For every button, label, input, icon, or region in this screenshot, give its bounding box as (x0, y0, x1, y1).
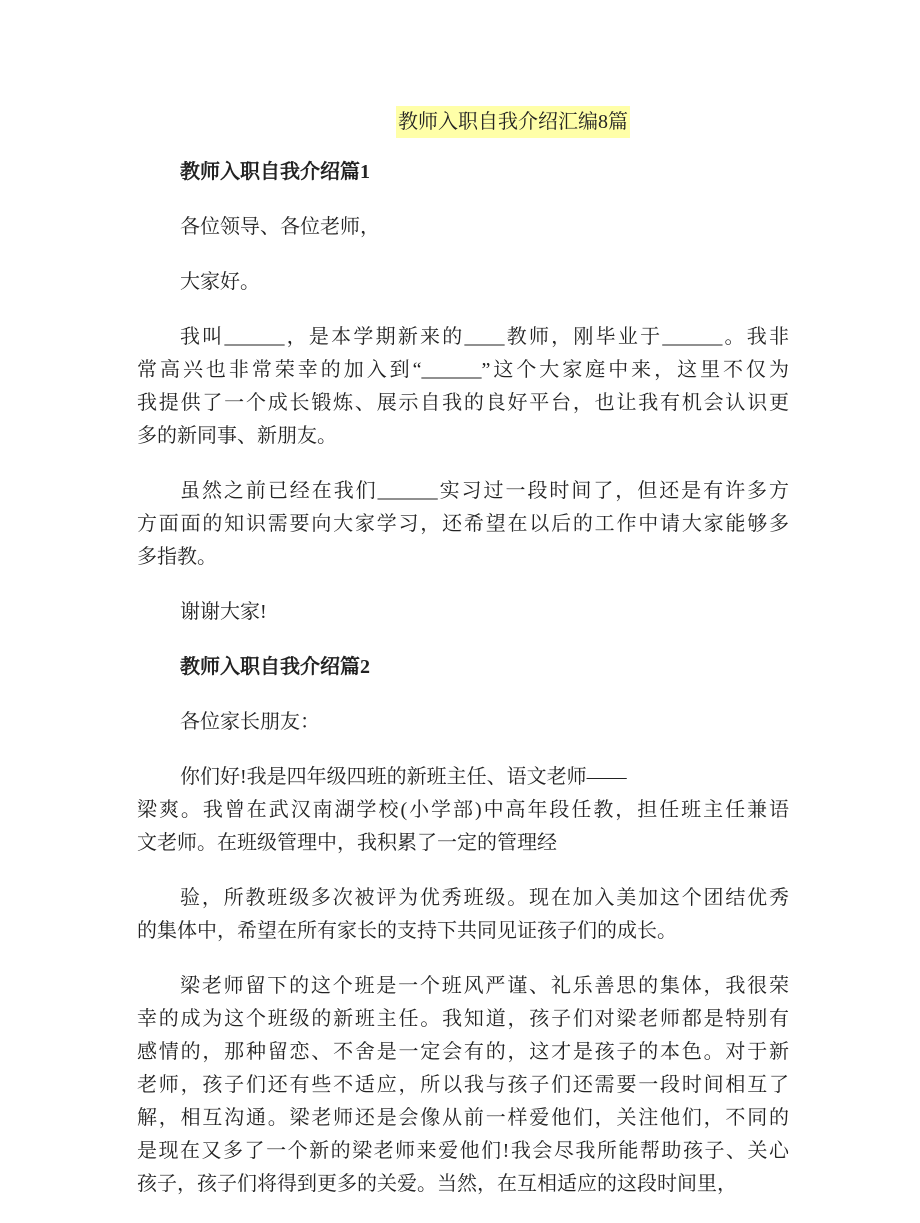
paragraph-line: 我提供了一个成长锻炼、展示自我的良好平台，也让我有机会认识更 (137, 392, 789, 414)
paragraph (137, 761, 789, 860)
paragraph (137, 475, 789, 574)
paragraph-line: 多的新同事、新朋友。 (137, 425, 337, 447)
paragraph (137, 970, 789, 1201)
paragraph-line: 验，所教班级多次被评为优秀班级。现在加入美加这个团结优秀 (180, 887, 789, 909)
paragraph-line: 老师，孩子们还有些不适应，所以我与孩子们还需要一段时间相互了 (137, 1074, 789, 1096)
paragraph-line: 你们好!我是四年级四班的新班主任、语文老师—— (180, 766, 627, 788)
paragraph-line: 我叫______，是本学期新来的____教师，刚毕业于______。我非 (180, 326, 789, 348)
paragraph-line: 梁爽。我曾在武汉南湖学校(小学部)中高年段任教，担任班主任兼语 (137, 799, 789, 821)
paragraph-line: 各位领导、各位老师， (180, 216, 380, 238)
paragraph-line: 虽然之前已经在我们______实习过一段时间了，但还是有许多方 (180, 480, 789, 502)
paragraph-line: 解，相互沟通。梁老师还是会像从前一样爱他们，关注他们，不同的 (137, 1107, 789, 1129)
paragraph (137, 321, 789, 453)
paragraph-line: 梁老师留下的这个班是一个班风严谨、礼乐善思的集体，我很荣 (180, 975, 789, 997)
paragraph-line: 的集体中，希望在所有家长的支持下共同见证孩子们的成长。 (137, 920, 677, 942)
section-heading: 教师入职自我介绍篇2 (180, 656, 370, 678)
section-heading: 教师入职自我介绍篇1 (180, 161, 370, 183)
document-title: 教师入职自我介绍汇编8篇 (396, 106, 630, 138)
paragraph-line: 幸的成为这个班级的新班主任。我知道，孩子们对梁老师都是特别有 (137, 1008, 789, 1030)
paragraph-line: 谢谢大家! (180, 601, 267, 623)
document-title-wrap (0, 106, 920, 138)
paragraph (137, 211, 789, 244)
paragraph-line: 是现在又多了一个新的梁老师来爱他们!我会尽我所能帮助孩子、关心 (137, 1140, 789, 1162)
paragraph (137, 596, 789, 629)
paragraph-line: 各位家长朋友： (180, 711, 320, 733)
paragraph (137, 706, 789, 739)
paragraph-line: 常高兴也非常荣幸的加入到“______”这个大家庭中来，这里不仅为 (137, 359, 789, 381)
paragraph-line: 多指教。 (137, 546, 217, 568)
paragraph-line: 感情的，那种留恋、不舍是一定会有的，这才是孩子的本色。对于新 (137, 1041, 789, 1063)
paragraph-line: 文老师。在班级管理中，我积累了一定的管理经 (137, 832, 557, 854)
paragraph-line: 方面面的知识需要向大家学习，还希望在以后的工作中请大家能够多 (137, 513, 789, 535)
document-body (137, 156, 789, 1223)
paragraph (137, 882, 789, 948)
paragraph-line: 孩子，孩子们将得到更多的关爱。当然，在互相适应的这段时间里， (137, 1173, 737, 1195)
paragraph-line: 大家好。 (180, 271, 260, 293)
paragraph (137, 266, 789, 299)
